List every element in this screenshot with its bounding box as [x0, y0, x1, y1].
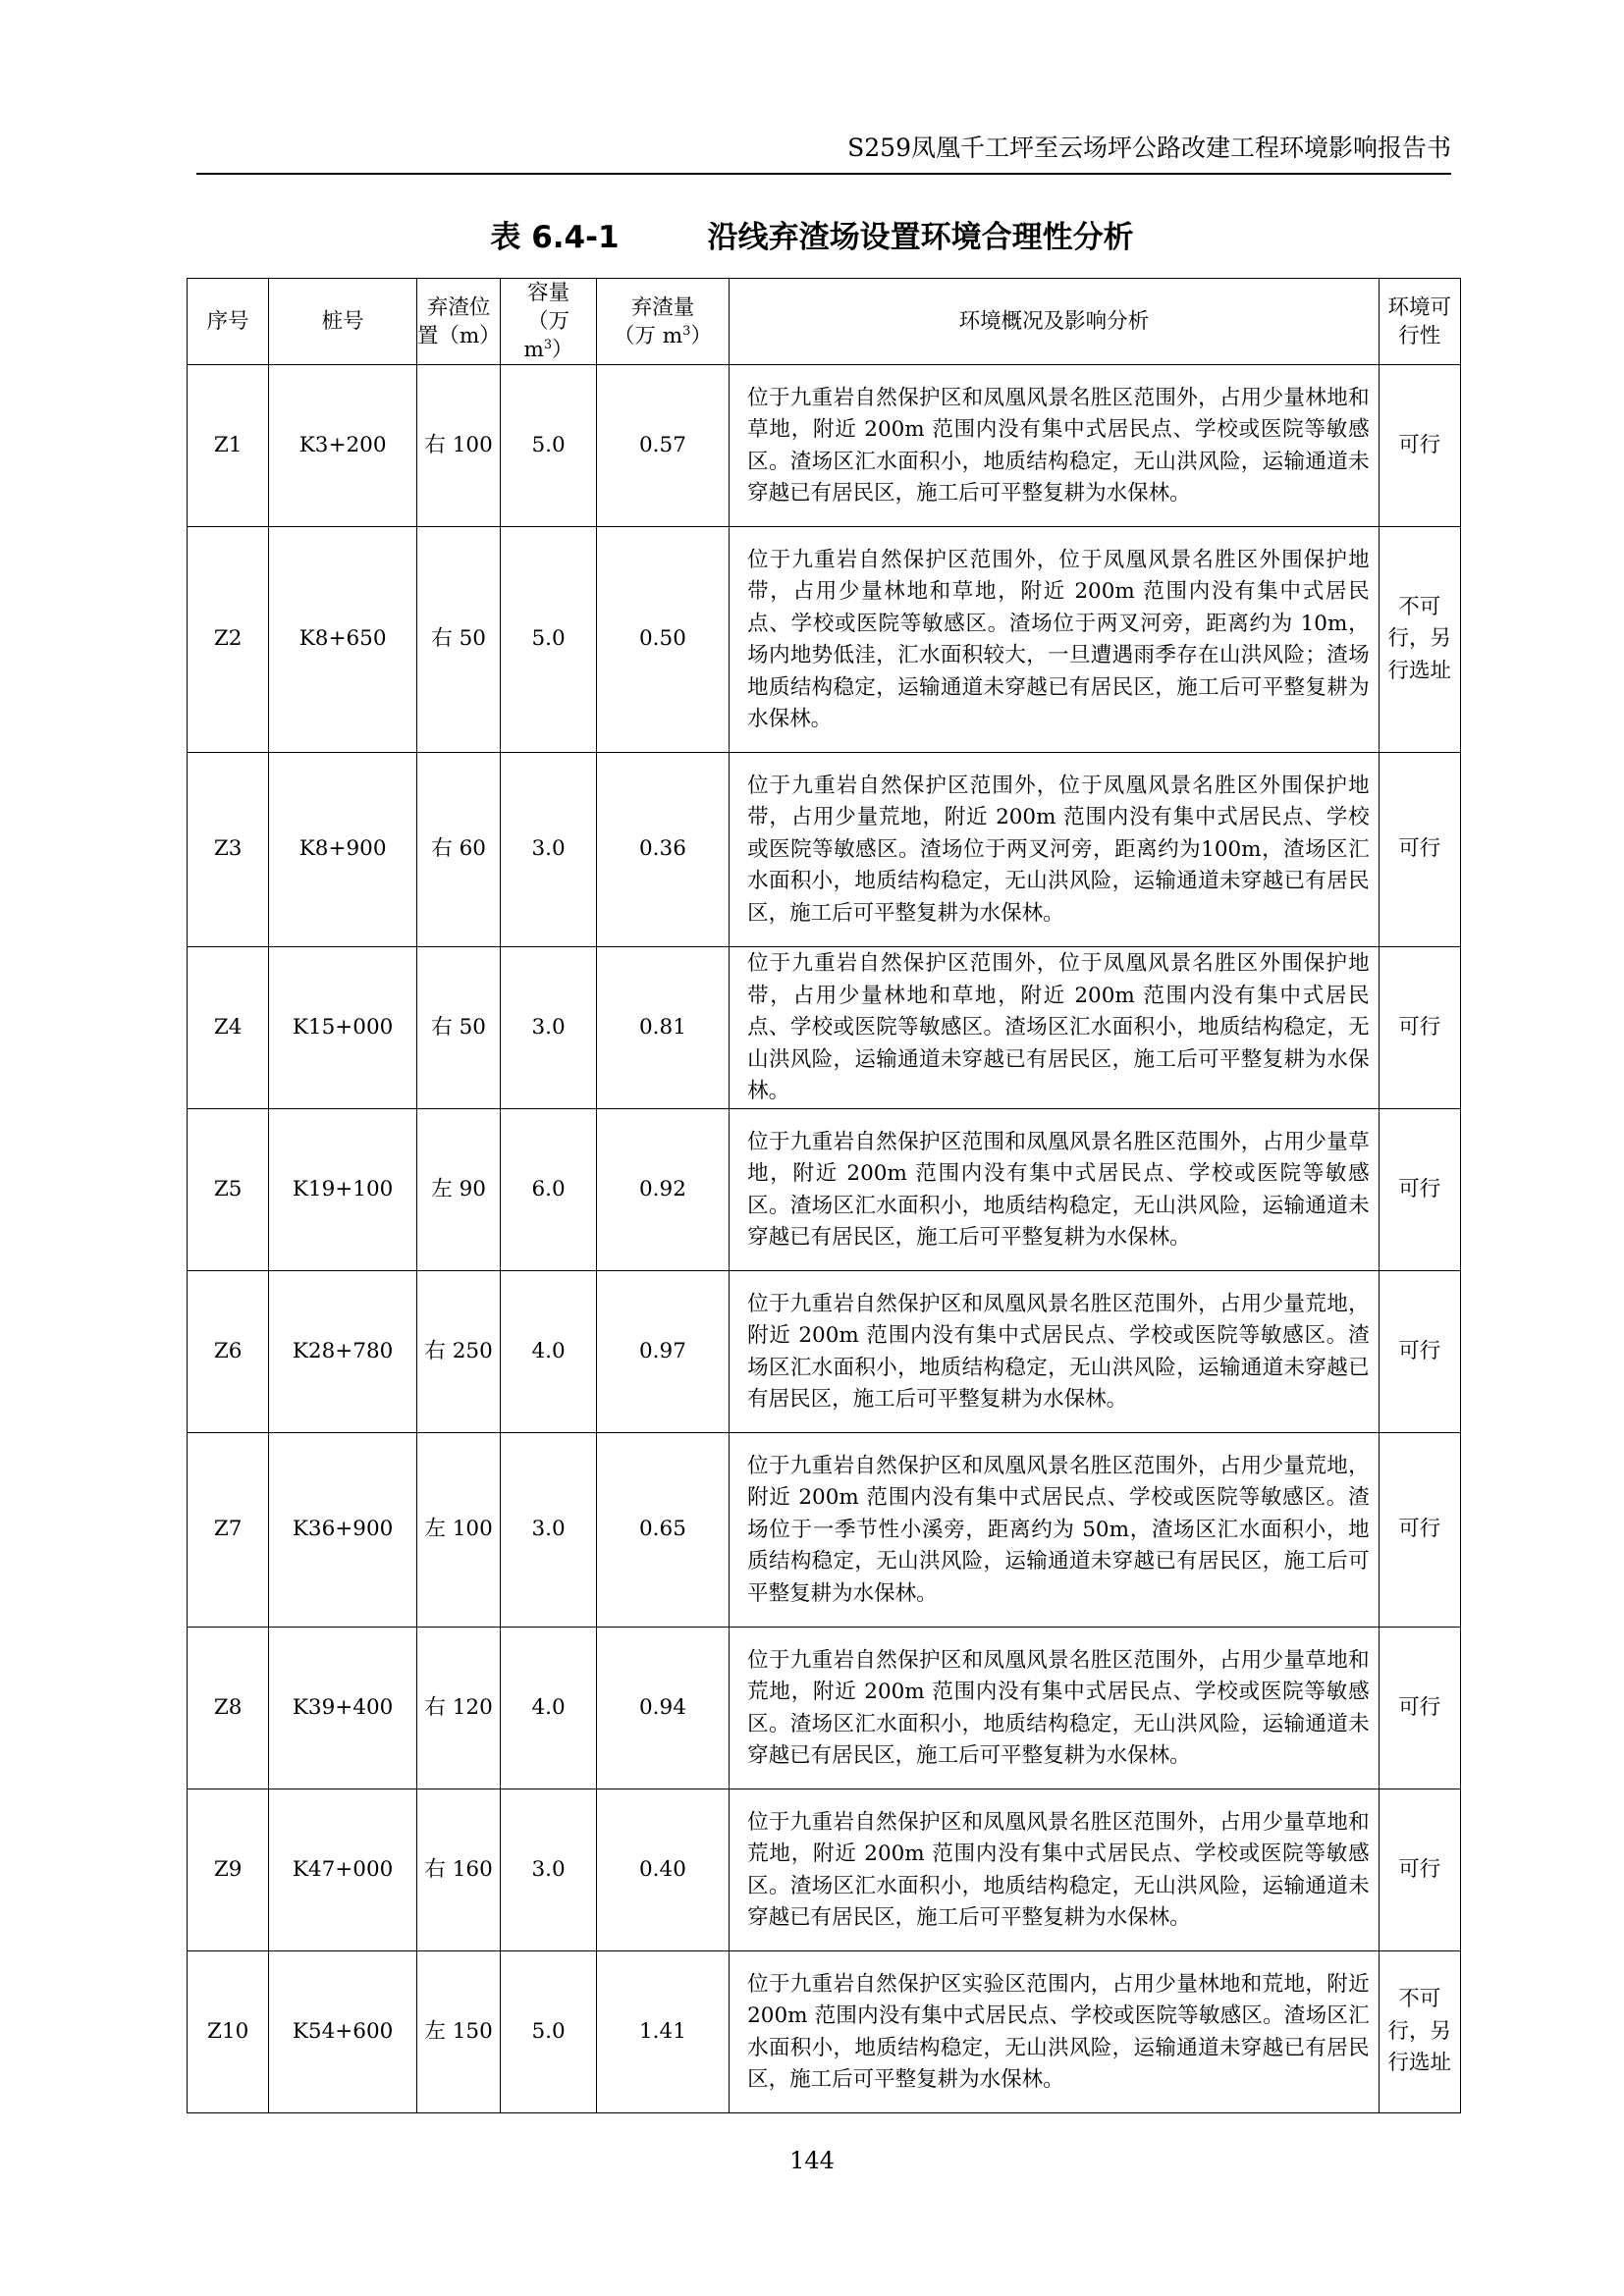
spoil-site-table — [187, 278, 1461, 2113]
running-header: S259凤凰千工坪至云场坪公路改建工程环境影响报告书 — [847, 133, 1451, 162]
cell-volume: 0.57 — [596, 365, 729, 527]
cell-seq: Z8 — [188, 1628, 269, 1789]
table-row — [188, 1271, 1461, 1433]
col-seq: 序号 — [188, 279, 269, 365]
col-capacity-label: 容量 — [527, 281, 570, 305]
cell-analysis: 位于九重岩自然保护区和凤凰风景名胜区范围外，占用少量草地和荒地，附近 200m 范围内没有集中式居民点、学校或医院等敏感区。渣场区汇水面积小，地质结构稳定，无山洪风险，运输通道未穿越已有居民区，施工后可平整复耕为水保林。 — [730, 1628, 1379, 1789]
table-row — [188, 1109, 1461, 1271]
col-volume-sup: 3 — [682, 323, 691, 339]
cell-station: K28+780 — [269, 1271, 416, 1433]
table-row — [188, 947, 1461, 1109]
cell-feasibility: 可行 — [1379, 1433, 1460, 1628]
cell-feasibility: 可行 — [1379, 1628, 1460, 1789]
table-row — [188, 1433, 1461, 1628]
cell-feasibility: 可行 — [1379, 1271, 1460, 1433]
cell-volume: 0.36 — [596, 753, 729, 947]
cell-position: 左 100 — [416, 1433, 501, 1628]
cell-analysis: 位于九重岩自然保护区和凤凰风景名胜区范围外，占用少量荒地，附近 200m 范围内没有集中式居民点、学校或医院等敏感区。渣场位于一季节性小溪旁，距离约为 50m，渣场区汇水面积小，地质结构稳定，无山洪风险，运输通道未穿越已有居民区，施工后可平整复耕为水保林。 — [730, 1433, 1379, 1628]
cell-analysis: 位于九重岩自然保护区和凤凰风景名胜区范围外，占用少量草地和荒地，附近 200m 范围内没有集中式居民点、学校或医院等敏感区。渣场区汇水面积小，地质结构稳定，无山洪风险，运输通道未穿越已有居民区，施工后可平整复耕为水保林。 — [730, 1789, 1379, 1951]
cell-volume: 0.92 — [596, 1109, 729, 1271]
cell-station: K8+900 — [269, 753, 416, 947]
cell-capacity: 5.0 — [501, 1951, 596, 2113]
cell-analysis: 位于九重岩自然保护区和凤凰风景名胜区范围外，占用少量荒地，附近 200m 范围内没有集中式居民点、学校或医院等敏感区。渣场区汇水面积小，地质结构稳定，无山洪风险，运输通道未穿越已有居民区，施工后可平整复耕为水保林。 — [730, 1271, 1379, 1433]
cell-feasibility: 不可行，另行选址 — [1379, 527, 1460, 753]
cell-position: 右 250 — [416, 1271, 501, 1433]
cell-position: 右 100 — [416, 365, 501, 527]
cell-position: 左 90 — [416, 1109, 501, 1271]
cell-capacity: 6.0 — [501, 1109, 596, 1271]
cell-station: K47+000 — [269, 1789, 416, 1951]
col-capacity — [501, 279, 596, 365]
col-position: 弃渣位置（m） — [416, 279, 501, 365]
col-analysis: 环境概况及影响分析 — [730, 279, 1379, 365]
cell-analysis: 位于九重岩自然保护区和凤凰风景名胜区范围外，占用少量林地和草地，附近 200m 范围内没有集中式居民点、学校或医院等敏感区。渣场区汇水面积小，地质结构稳定，无山洪风险，运输通道未穿越已有居民区，施工后可平整复耕为水保林。 — [730, 365, 1379, 527]
col-station: 桩号 — [269, 279, 416, 365]
cell-analysis: 位于九重岩自然保护区范围和凤凰风景名胜区范围外，占用少量草地，附近 200m 范围内没有集中式居民点、学校或医院等敏感区。渣场区汇水面积小，地质结构稳定，无山洪风险，运输通道未穿越已有居民区，施工后可平整复耕为水保林。 — [730, 1109, 1379, 1271]
table-row — [188, 1951, 1461, 2113]
table-row — [188, 753, 1461, 947]
cell-capacity: 5.0 — [501, 527, 596, 753]
cell-analysis: 位于九重岩自然保护区范围外，位于凤凰风景名胜区外围保护地带，占用少量荒地，附近 200m 范围内没有集中式居民点、学校或医院等敏感区。渣场位于两叉河旁，距离约为100m，渣场区汇水面积小，地质结构稳定，无山洪风险，运输通道未穿越已有居民区，施工后可平整复耕为水保林。 — [730, 753, 1379, 947]
cell-seq: Z6 — [188, 1271, 269, 1433]
cell-feasibility: 不可行，另行选址 — [1379, 1951, 1460, 2113]
cell-station: K8+650 — [269, 527, 416, 753]
cell-feasibility: 可行 — [1379, 947, 1460, 1109]
cell-feasibility: 可行 — [1379, 365, 1460, 527]
cell-seq: Z4 — [188, 947, 269, 1109]
cell-seq: Z7 — [188, 1433, 269, 1628]
col-capacity-close: ） — [552, 338, 573, 362]
cell-analysis: 位于九重岩自然保护区范围外，位于凤凰风景名胜区外围保护地带，占用少量林地和草地，附近 200m 范围内没有集中式居民点、学校或医院等敏感区。渣场区汇水面积小，地质结构稳定，无山洪风险，运输通道未穿越已有居民区，施工后可平整复耕为水保林。 — [730, 947, 1379, 1109]
table-body — [188, 365, 1461, 2113]
col-volume — [596, 279, 729, 365]
cell-station: K15+000 — [269, 947, 416, 1109]
cell-feasibility: 可行 — [1379, 753, 1460, 947]
table-number: 表 6.4-1 — [490, 220, 620, 255]
cell-seq: Z2 — [188, 527, 269, 753]
cell-station: K19+100 — [269, 1109, 416, 1271]
cell-volume: 0.94 — [596, 1628, 729, 1789]
cell-capacity: 5.0 — [501, 365, 596, 527]
col-feasibility: 环境可行性 — [1379, 279, 1460, 365]
col-volume-label: 弃渣量 — [630, 294, 695, 320]
cell-station: K39+400 — [269, 1628, 416, 1789]
cell-volume: 0.65 — [596, 1433, 729, 1628]
cell-capacity: 3.0 — [501, 1433, 596, 1628]
col-volume-unit: （万 m — [613, 323, 683, 348]
cell-seq: Z1 — [188, 365, 269, 527]
table-row — [188, 365, 1461, 527]
cell-seq: Z5 — [188, 1109, 269, 1271]
header-rule — [196, 173, 1451, 175]
page-number: 144 — [789, 2147, 835, 2174]
cell-analysis: 位于九重岩自然保护区实验区范围内，占用少量林地和荒地，附近 200m 范围内没有集中式居民点、学校或医院等敏感区。渣场区汇水面积小，地质结构稳定，无山洪风险，运输通道未穿越已有居民区，施工后可平整复耕为水保林。 — [730, 1951, 1379, 2113]
col-volume-close: ） — [690, 323, 712, 348]
cell-capacity: 4.0 — [501, 1271, 596, 1433]
cell-station: K3+200 — [269, 365, 416, 527]
cell-volume: 0.97 — [596, 1271, 729, 1433]
cell-position: 右 160 — [416, 1789, 501, 1951]
cell-volume: 0.81 — [596, 947, 729, 1109]
cell-seq: Z10 — [188, 1951, 269, 2113]
cell-analysis: 位于九重岩自然保护区范围外，位于凤凰风景名胜区外围保护地带，占用少量林地和草地，附近 200m 范围内没有集中式居民点、学校或医院等敏感区。渣场位于两叉河旁，距离约为 10m，场内地势低洼，汇水面积较大，一旦遭遇雨季存在山洪风险；渣场地质结构稳定，运输通道未穿越已有居民区，施工后可平整复耕为水保林。 — [730, 527, 1379, 753]
table-title — [0, 218, 1624, 257]
cell-position: 右 50 — [416, 527, 501, 753]
cell-capacity: 3.0 — [501, 947, 596, 1109]
cell-seq: Z3 — [188, 753, 269, 947]
cell-feasibility: 可行 — [1379, 1789, 1460, 1951]
cell-capacity: 3.0 — [501, 1789, 596, 1951]
col-capacity-unit: （万 m — [523, 309, 570, 362]
cell-volume: 0.50 — [596, 527, 729, 753]
col-capacity-sup: 3 — [543, 337, 553, 352]
cell-position: 右 50 — [416, 947, 501, 1109]
cell-volume: 0.40 — [596, 1789, 729, 1951]
table-caption: 沿线弃渣场设置环境合理性分析 — [707, 220, 1134, 255]
cell-feasibility: 可行 — [1379, 1109, 1460, 1271]
cell-position: 右 60 — [416, 753, 501, 947]
table-row — [188, 1628, 1461, 1789]
cell-capacity: 3.0 — [501, 753, 596, 947]
cell-seq: Z9 — [188, 1789, 269, 1951]
cell-position: 左 150 — [416, 1951, 501, 2113]
cell-position: 右 120 — [416, 1628, 501, 1789]
cell-station: K54+600 — [269, 1951, 416, 2113]
cell-capacity: 4.0 — [501, 1628, 596, 1789]
cell-volume: 1.41 — [596, 1951, 729, 2113]
table-row — [188, 1789, 1461, 1951]
cell-station: K36+900 — [269, 1433, 416, 1628]
table-header-row — [188, 279, 1461, 365]
table-row — [188, 527, 1461, 753]
